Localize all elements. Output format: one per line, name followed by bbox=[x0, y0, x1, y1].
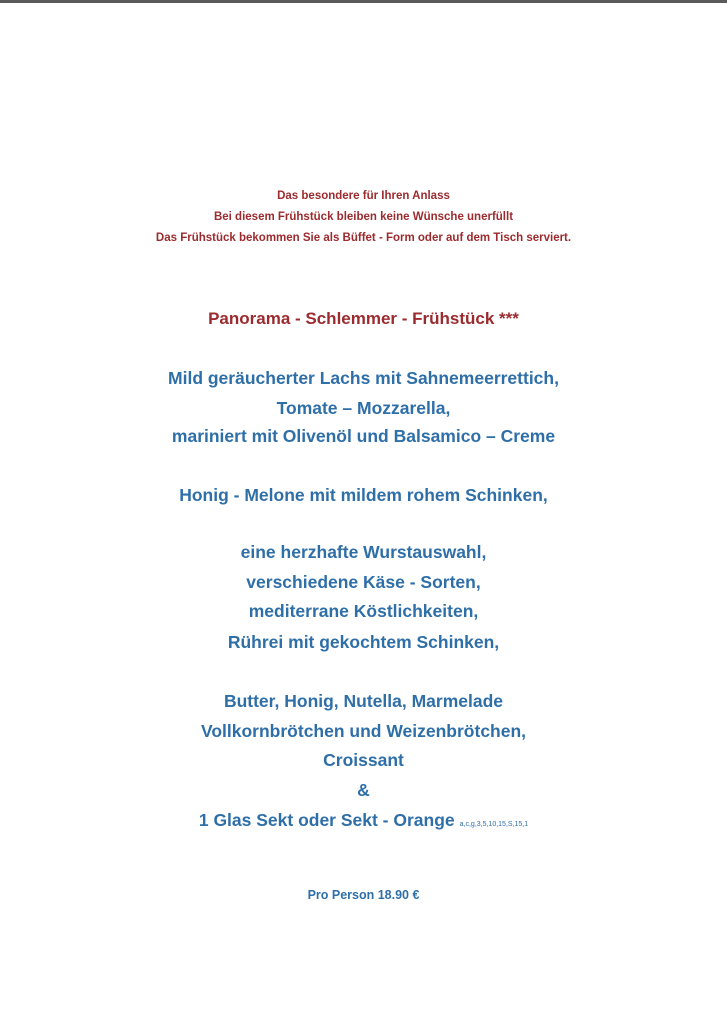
menu-item-13-row bbox=[0, 810, 727, 831]
intro-line-1: Das besondere für Ihren Anlass bbox=[277, 190, 450, 202]
menu-item-10: Vollkornbrötchen und Weizenbrötchen, bbox=[200, 721, 527, 741]
menu-item-3: mariniert mit Olivenöl und Balsamico – Creme bbox=[171, 426, 556, 446]
menu-title: Panorama - Schlemmer - Frühstück *** bbox=[208, 309, 519, 328]
menu-item-7: mediterrane Köstlichkeiten, bbox=[248, 601, 479, 621]
menu-item-2: Tomate – Mozzarella, bbox=[276, 398, 451, 418]
menu-item-9: Butter, Honig, Nutella, Marmelade bbox=[223, 691, 504, 711]
allergen-codes: a,c,g,3,5,10,15,S,15,1 bbox=[459, 821, 529, 828]
menu-item-6: verschiedene Käse - Sorten, bbox=[246, 572, 481, 592]
intro-line-3: Das Frühstück bekommen Sie als Büffet - Form oder auf dem Tisch serviert. bbox=[155, 232, 572, 244]
price-per-person: Pro Person 18.90 € bbox=[307, 888, 420, 902]
menu-item-4: Honig - Melone mit mildem rohem Schinken, bbox=[179, 485, 548, 505]
scan-top-edge bbox=[0, 0, 727, 3]
intro-line-2: Bei diesem Frühstück bleiben keine Wünsche unerfüllt bbox=[213, 211, 514, 223]
menu-item-5: eine herzhafte Wurstauswahl, bbox=[240, 542, 487, 562]
menu-item-13: 1 Glas Sekt oder Sekt - Orange bbox=[198, 810, 455, 830]
menu-item-8: Rührei mit gekochtem Schinken, bbox=[227, 632, 500, 652]
menu-item-1: Mild geräucherter Lachs mit Sahnemeerrettich, bbox=[168, 368, 559, 388]
menu-item-12: & bbox=[357, 780, 370, 800]
menu-item-11: Croissant bbox=[323, 750, 404, 770]
